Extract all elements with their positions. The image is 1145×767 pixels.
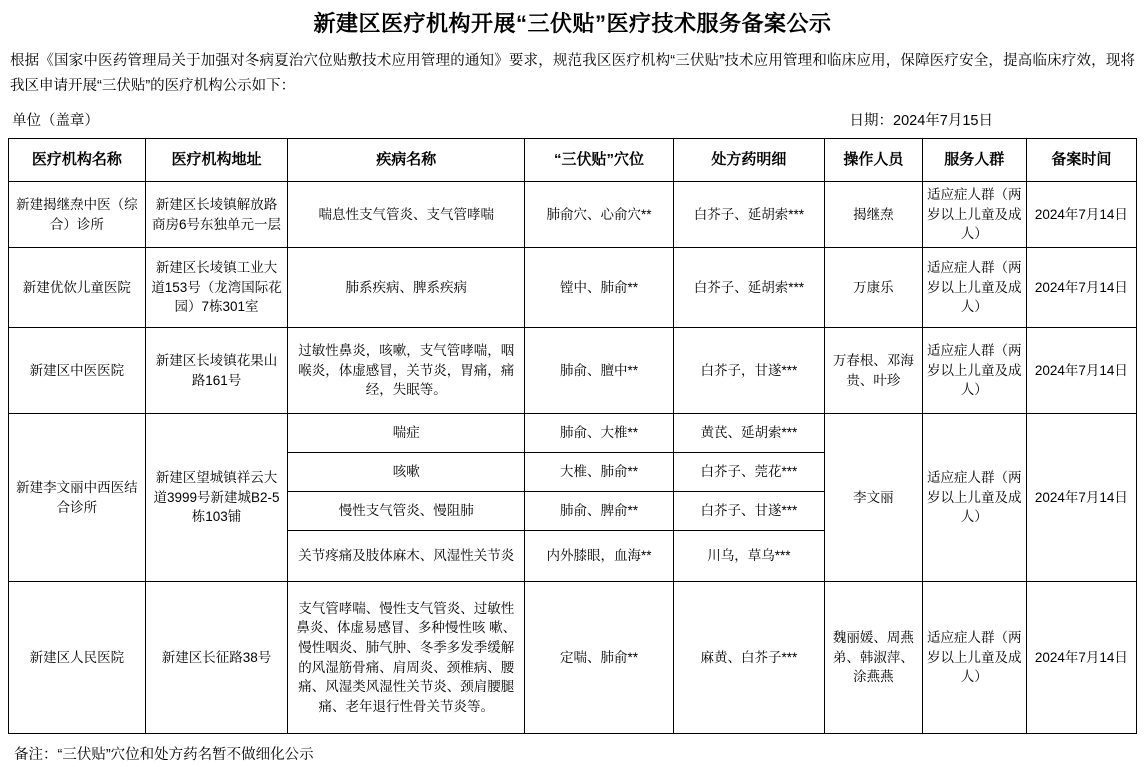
cell-acupoint: 内外膝眼，血海**	[546, 548, 652, 564]
table-row	[9, 328, 1137, 414]
cell-institution-address: 新建区望城镇祥云大道3999号新建城B2-5栋103铺	[145, 414, 288, 582]
cell-drug: 川乌，草乌***	[707, 548, 791, 564]
cell-institution-name: 新建优佽儿童医院	[9, 248, 146, 328]
subrow	[674, 492, 824, 531]
cell-record-time: 2024年7月14日	[1026, 328, 1136, 414]
cell-disease: 关节疼痛及肢体麻木、风湿性关节炎	[298, 548, 515, 564]
page-title: 新建区医疗机构开展“三伏贴”医疗技术服务备案公示	[313, 11, 832, 36]
cell-drug: 白芥子、延胡索***	[673, 182, 824, 248]
cell-institution-address: 新建区长堎镇解放路商房6号东独单元一层	[145, 182, 288, 248]
disease-subtable	[288, 414, 524, 581]
table-row	[9, 582, 1137, 734]
cell-acupoint: 镗中、肺俞**	[525, 248, 674, 328]
subrow	[288, 414, 524, 453]
cell-people: 适应症人群（两岁以上儿童及成人）	[922, 414, 1026, 582]
subrow	[288, 531, 524, 582]
column-header-drug: 处方药明细	[673, 139, 824, 182]
cell-institution-name: 新建区中医医院	[9, 328, 146, 414]
cell-operator: 李文丽	[824, 414, 922, 582]
drug-subtable	[674, 414, 824, 581]
subrow	[674, 453, 824, 492]
footer-note: 备注：“三伏贴”穴位和处方药名暂不做细化公示	[14, 747, 314, 764]
cell-operator: 揭继焘	[824, 182, 922, 248]
cell-institution-name: 新建李文丽中西医结合诊所	[9, 414, 146, 582]
cell-acupoint: 肺俞、膻中**	[525, 328, 674, 414]
column-header-acupoint: “三伏贴”穴位	[525, 139, 674, 182]
cell-institution-name: 新建区人民医院	[9, 582, 146, 734]
cell-people: 适应症人群（两岁以上儿童及成人）	[922, 182, 1026, 248]
subrow	[525, 453, 673, 492]
subrow	[674, 414, 824, 453]
column-header-address: 医疗机构地址	[145, 139, 288, 182]
cell-record-time: 2024年7月14日	[1026, 248, 1136, 328]
cell-people: 适应症人群（两岁以上儿童及成人）	[922, 248, 1026, 328]
cell-operator: 魏丽媛、周燕弟、韩淑萍、涂燕燕	[824, 582, 922, 734]
subrow	[674, 531, 824, 582]
subrow	[288, 453, 524, 492]
column-header-record-time: 备案时间	[1026, 139, 1136, 182]
cell-acupoint: 大椎、肺俞**	[525, 453, 673, 492]
cell-disease: 支气管哮喘、慢性支气管炎、过敏性鼻炎、体虚易感冒、多种慢性咳 嗽、慢性咽炎、肺气肿、冬季多发季缓解的风湿筋骨痛、肩周炎、颈椎病、腰痛、风湿类风湿性关节炎、颈肩腰腿痛、老年退行性骨关节炎等。	[288, 582, 525, 734]
cell-institution-name: 新建揭继焘中医（综合）诊所	[9, 182, 146, 248]
cell-drug: 白芥子、甘遂***	[674, 492, 824, 531]
cell-disease: 喘症	[288, 414, 524, 453]
date-label: 日期：2024年7月15日	[849, 113, 993, 130]
cell-drug: 黄芪、延胡索***	[674, 414, 824, 453]
cell-record-time: 2024年7月14日	[1026, 182, 1136, 248]
cell-disease: 咳嗽	[288, 453, 524, 492]
cell-drug: 白芥子、莞花***	[674, 453, 824, 492]
cell-operator: 万春根、邓海贵、叶珍	[824, 328, 922, 414]
column-header-people: 服务人群	[922, 139, 1026, 182]
acupoint-subtable	[525, 414, 673, 581]
cell-operator: 万康乐	[824, 248, 922, 328]
cell-people: 适应症人群（两岁以上儿童及成人）	[922, 582, 1026, 734]
cell-acupoint: 肺俞、大椎**	[525, 414, 673, 453]
cell-institution-address: 新建区长征路38号	[145, 582, 288, 734]
column-header-operator: 操作人员	[824, 139, 922, 182]
cell-institution-address: 新建区长堎镇工业大道153号（龙湾国际花园）7栋301室	[145, 248, 288, 328]
cell-people: 适应症人群（两岁以上儿童及成人）	[922, 328, 1026, 414]
cell-drug: 白芥子，甘遂***	[673, 328, 824, 414]
cell-disease: 肺系疾病、脾系疾病	[288, 248, 525, 328]
subrow	[525, 492, 673, 531]
cell-acupoint-group	[525, 414, 674, 582]
unit-label: 单位（盖章）	[12, 113, 99, 130]
cell-disease: 慢性支气管炎、慢阻肺	[288, 492, 524, 531]
cell-drug-group	[673, 414, 824, 582]
cell-record-time: 2024年7月14日	[1026, 582, 1136, 734]
cell-acupoint: 肺俞、脾俞**	[525, 492, 673, 531]
column-header-name: 医疗机构名称	[9, 139, 146, 182]
cell-disease: 喘息性支气管炎、支气管哮喘	[288, 182, 525, 248]
cell-disease-group	[288, 414, 525, 582]
table-row	[9, 414, 1137, 582]
meta-row	[10, 109, 1135, 130]
table-row	[9, 248, 1137, 328]
subrow	[288, 492, 524, 531]
cell-institution-address: 新建区长堎镇花果山路161号	[145, 328, 288, 414]
table-header-row	[9, 139, 1137, 182]
records-table	[8, 138, 1137, 734]
cell-record-time: 2024年7月14日	[1026, 414, 1136, 582]
subrow	[525, 414, 673, 453]
cell-acupoint: 肺俞穴、心俞穴**	[525, 182, 674, 248]
cell-acupoint: 定喘、肺俞**	[525, 582, 674, 734]
cell-drug: 白芥子、延胡索***	[673, 248, 824, 328]
column-header-disease: 疾病名称	[288, 139, 525, 182]
subrow	[525, 531, 673, 582]
table-row	[9, 182, 1137, 248]
cell-drug: 麻黄、白芥子***	[673, 582, 824, 734]
cell-disease: 过敏性鼻炎，咳嗽，支气管哮喘，咽喉炎，体虚感冒，关节炎，胃痛，痛经，失眠等。	[288, 328, 525, 414]
intro-paragraph: 根据《国家中医药管理局关于加强对冬病夏治穴位贴敷技术应用管理的通知》要求，规范我区医疗机构“三伏贴”技术应用管理和临床应用，保障医疗安全，提高临床疗效，现将我区申请开展“三伏贴”的医疗机构公示如下：	[10, 52, 1135, 94]
